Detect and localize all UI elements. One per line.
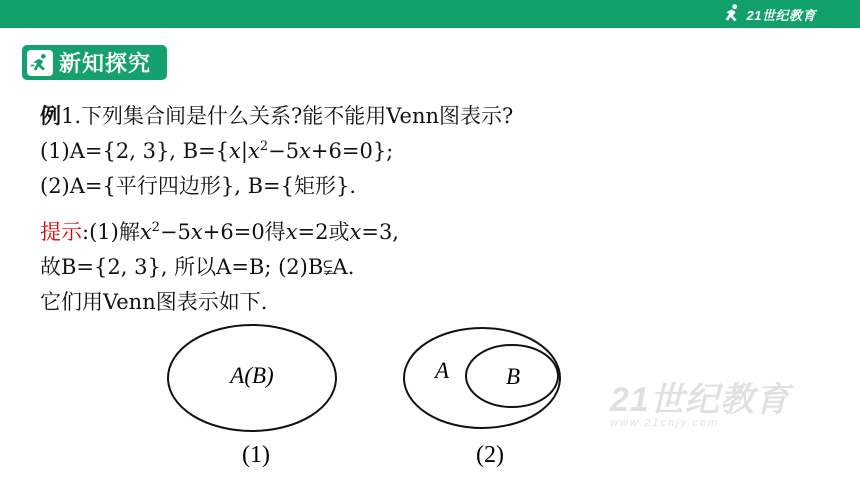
venn-caption-2: (2) [476,442,504,468]
hint-text-d: =2或 [297,220,350,244]
var-x: x [229,139,241,163]
venn-caption-1: (1) [242,442,270,468]
hint-text-c: +6=0得 [202,220,286,244]
watermark-url: www.21cnjy.com [610,417,720,429]
part1-mid: −5 [268,139,300,163]
section-title: 新知探究 [59,52,152,77]
hint-label: 提示 [40,220,82,244]
hint-line-2: 故B={2, 3}, 所以A=B; (2)B⫋A. [40,255,355,279]
venn-diagram-1 [168,325,336,468]
var-x: x [349,220,362,244]
brand-text: 21世纪教育 [746,7,816,23]
var-x: x [247,139,260,163]
exponent: 2 [151,220,160,235]
hint-text-e: =3, [361,220,399,244]
venn-outer-ellipse [404,328,560,428]
var-x: x [139,220,152,244]
part1-prefix: (1)A={2, 3}, B={ [40,139,230,163]
example-part2-line: (2)A={平行四边形}, B={矩形}. [40,174,357,198]
example-question: 1.下列集合间是什么关系?能不能用Venn图表示? [61,104,514,128]
part1-suffix: +6=0}; [310,139,394,163]
hint-line-3: 它们用Venn图表示如下. [40,290,268,314]
var-x: x [285,220,298,244]
var-x: x [299,139,311,163]
venn-diagram-2 [404,328,560,468]
example-label: 例 [40,104,61,128]
exponent: 2 [259,139,269,154]
watermark [610,372,790,429]
hint-text-a: :(1)解 [82,220,140,244]
hint-text-b: −5 [159,220,191,244]
set-builder-bar: | [240,139,248,163]
venn-label-a-b: A(B) [230,363,274,388]
var-x: x [190,220,203,244]
venn-label-a: A [434,358,450,383]
watermark-main: 21世纪教育 [610,381,790,419]
venn-label-b: B [505,364,521,389]
